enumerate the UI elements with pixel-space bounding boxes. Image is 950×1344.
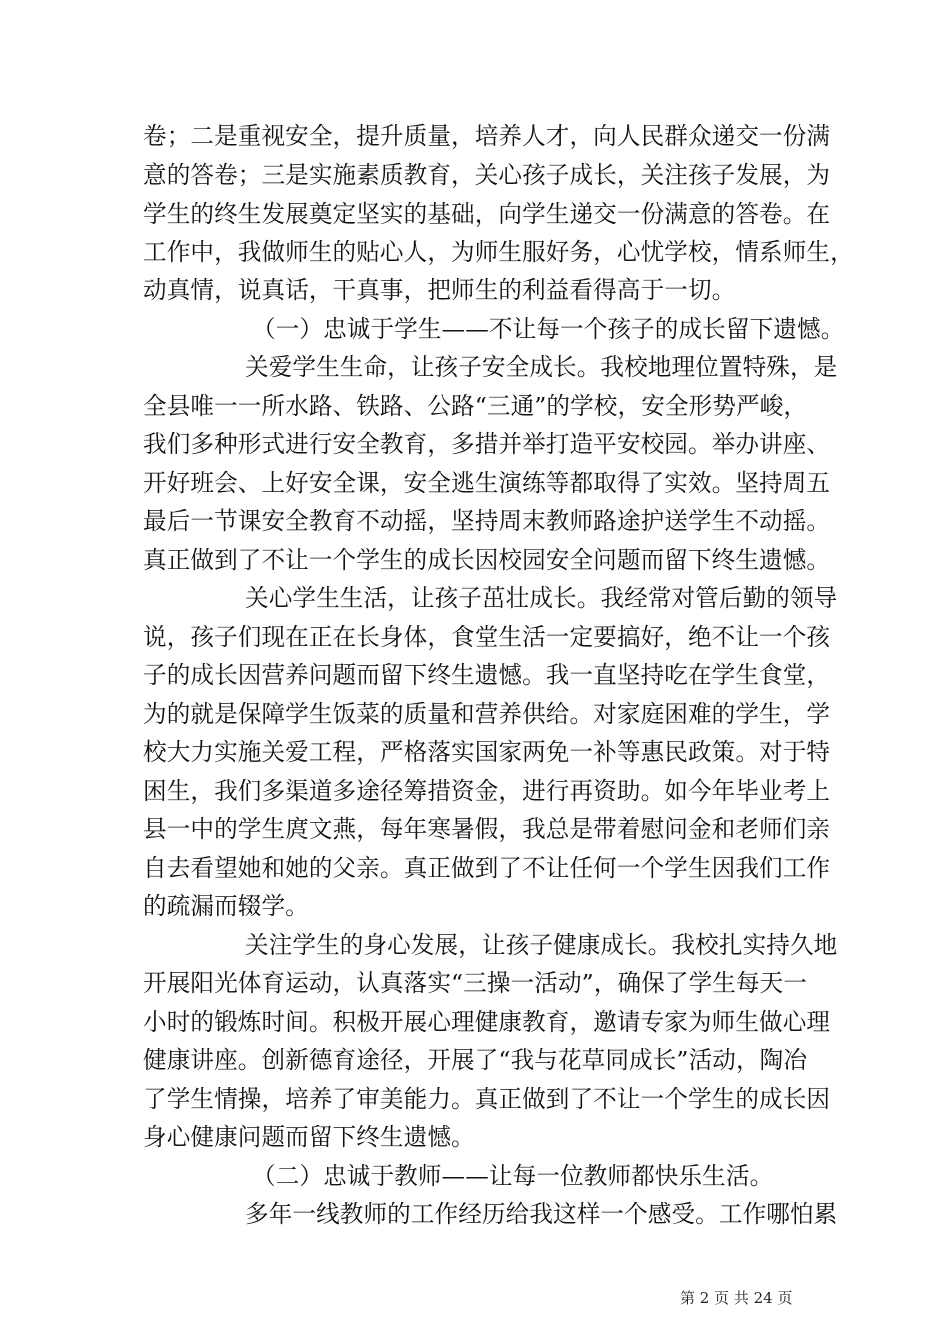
- body-line: 开展阳光体育运动，认真落实“三操一活动”，确保了学生每天一: [143, 969, 808, 997]
- body-line: 了学生情操，培养了审美能力。真正做到了不让一个学生的成长因: [143, 1085, 831, 1113]
- body-line: 全县唯一一所水路、铁路、公路“三通”的学校，安全形势严峻，: [143, 392, 808, 420]
- paragraph-first-line: 关爱学生生命，让孩子安全成长。我校地理位置特殊，是: [245, 353, 838, 381]
- body-line: 为的就是保障学生饭菜的质量和营养供给。对家庭困难的学生，学: [143, 700, 831, 728]
- body-line: 卷；二是重视安全，提升质量，培养人才，向人民群众递交一份满: [143, 122, 831, 150]
- body-line: 真正做到了不让一个学生的成长因校园安全问题而留下终生遗憾。: [143, 546, 831, 574]
- body-line: 子的成长因营养问题而留下终生遗憾。我一直坚持吃在学生食堂，: [143, 661, 831, 689]
- body-line: 的疏漏而辍学。: [143, 892, 309, 920]
- paragraph-first-line: 关注学生的身心发展，让孩子健康成长。我校扎实持久地: [245, 931, 838, 959]
- body-line: 学生的终生发展奠定坚实的基础，向学生递交一份满意的答卷。在: [143, 200, 831, 228]
- body-line: 健康讲座。创新德育途径，开展了“我与花草同成长”活动，陶冶: [143, 1046, 808, 1074]
- body-line: 开好班会、上好安全课，安全逃生演练等都取得了实效。坚持周五: [143, 469, 831, 497]
- body-line: 最后一节课安全教育不动摇，坚持周末教师路途护送学生不动摇。: [143, 507, 831, 535]
- body-line: 县一中的学生庹文燕，每年寒暑假，我总是带着慰问金和老师们亲: [143, 815, 831, 843]
- body-line: 我们多种形式进行安全教育，多措并举打造平安校园。举办讲座、: [143, 430, 831, 458]
- body-line: 困生，我们多渠道多途径筹措资金，进行再资助。如今年毕业考上: [143, 777, 831, 805]
- section-heading-1: （一）忠诚于学生——不让每一个孩子的成长留下遗憾。: [252, 315, 845, 343]
- paragraph-first-line: 关心学生生活，让孩子茁壮成长。我经常对管后勤的领导: [245, 584, 838, 612]
- body-line: 意的答卷；三是实施素质教育，关心孩子成长，关注孩子发展，为: [143, 161, 831, 189]
- page-number: 第 2 页 共 24 页: [680, 1289, 793, 1307]
- body-line: 工作中，我做师生的贴心人，为师生服好务，心忧学校，情系师生，: [143, 238, 854, 266]
- body-line: 小时的锻炼时间。积极开展心理健康教育，邀请专家为师生做心理: [143, 1008, 831, 1036]
- body-line: 校大力实施关爱工程，严格落实国家两免一补等惠民政策。对于特: [143, 738, 831, 766]
- paragraph-first-line: 多年一线教师的工作经历给我这样一个感受。工作哪怕累: [245, 1200, 838, 1228]
- body-line: 自去看望她和她的父亲。真正做到了不让任何一个学生因我们工作: [143, 854, 831, 882]
- body-line: 说，孩子们现在正在长身体，食堂生活一定要搞好，绝不让一个孩: [143, 623, 831, 651]
- body-line: 动真情，说真话，干真事，把师生的利益看得高于一切。: [143, 276, 736, 304]
- body-line: 身心健康问题而留下终生遗憾。: [143, 1123, 475, 1151]
- section-heading-2: （二）忠诚于教师——让每一位教师都快乐生活。: [252, 1162, 774, 1190]
